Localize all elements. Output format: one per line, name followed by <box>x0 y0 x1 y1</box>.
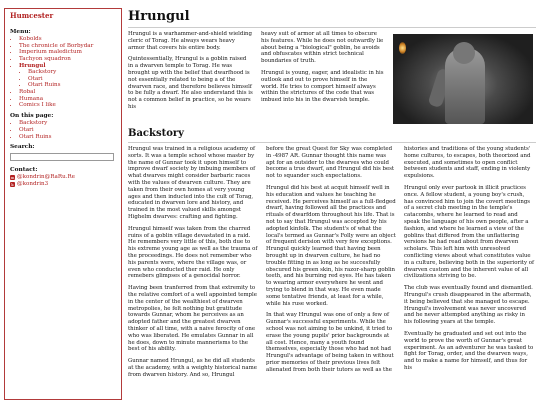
character-portrait <box>393 34 533 124</box>
backstory-paragraph: Hrungul only ever partook in illicit practices once. A fellow student, a young boy's crush, has convinced him to join the covert meetings of a secret club meeting in the temple's catacombs, where he learned to read and speak the language of his own people, after a fashion, and where he learned a view of the goblins that differed from the unflattering versions he had read about from dwarven scholars. This left him with unresolved conflicting views about what constitutes value in a culture, believing both in the superiority of dwarven custom and the inherent value of all civilizations striving to be. <box>404 184 534 280</box>
contact-mastodon[interactable] <box>10 174 116 181</box>
intro-paragraph: heavy suit of armor at all times to obscure his features. While he does not outwardly lie about being a "biological" goblin, he avoids and obfuscates within strict technical boundaries of truth. <box>261 31 384 65</box>
toc-item-otari-ruins[interactable] <box>19 134 116 141</box>
menu-item-humana[interactable] <box>19 96 116 103</box>
menu-link-comics[interactable]: Comics I like <box>19 102 56 109</box>
page-title: Hrungul <box>128 8 536 28</box>
backstory-paragraph: Having been tranferred from that extremity to the relative comfort of a well appointed temple in the center of the wealthiest of dwarven metropolies, he felt nothing but gratitude towards Gunnar, whom he perceives as an adopted father and the greatest dwarven thinker of all time, with a naive ferocity of one who was liberated. He emulates Gunnar in all he does, down to minute mannerisms to the best of his ability. <box>128 285 257 353</box>
menu-item-kobolds[interactable] <box>19 36 116 43</box>
intro-paragraph: Hrungul is a warhammer-and-shield wielding cleric of Torag. He always wears heavy armor that covers his entire body. <box>128 31 252 51</box>
chat-icon: k <box>11 181 14 187</box>
menu-link-robal[interactable]: Robal <box>19 88 36 95</box>
backstory-paragraph: Hrungul was trained in a religious academy of sorts. It was a temple school whose master by the name of Gunnar took it upon himself to improve dwarf society by imbuing members of what dwarves might consider barbaric races with the values of dwarven culture. They are taken from their own homes at very young ages and then inducted into the cult of Torag, educated in dwarven lore and history, and trained in the most valued skills amongst Highelm dwarves: crafting and fighting. <box>128 146 256 220</box>
intro-column-1 <box>128 31 253 116</box>
contact-link-secondary[interactable]: @kondrin3 <box>17 180 49 187</box>
intro-column-2 <box>261 31 386 116</box>
menu-link-chronicle[interactable]: The chronicle of Borbydar <box>19 42 94 49</box>
contact-heading: Contact: <box>10 166 38 173</box>
toc-link-backstory[interactable]: Backstory <box>19 120 48 127</box>
backstory-paragraph: Hrungul did his best at acquit himself well in his education and values he teaching he received. He perceives himself as a full-fledged dwarf, having followed all the practices and rituals of dwarfdom throughout his life. That is not to say that Hrungul was accepted by his adopted kinfolk. The student's of what the local's termed as Gunnar's Folly were an object of frequent derision with very few exceptions. Hrungul quickly learned that having been brought up in dwarven culture, he had no trouble fitting in as long as he succesfully obscured his green skin, his razor-sharp goblin teeth, and his burning red eyes. He has taken to wearing armor everywhere he went and trying to blend in that way. He even made some tentative friends, at least for a while, while his ruse worked. <box>266 184 396 307</box>
submenu-hrungul <box>19 69 116 89</box>
menu-item-imperium[interactable] <box>19 49 116 56</box>
menu-list <box>10 36 116 109</box>
backstory-heading: Backstory <box>128 127 536 143</box>
menu-link-imperium[interactable]: Imperium maledictum <box>19 49 82 56</box>
site-title[interactable]: Humcester <box>10 11 54 20</box>
menu-link-hrungul[interactable]: Hrungul <box>19 62 46 69</box>
menu-item-hrungul[interactable] <box>19 63 116 89</box>
submenu-link-otari[interactable]: Otari <box>28 75 43 82</box>
intro-paragraph: Quintessentially, Hrungul is a goblin raised in a dwarven temple to Torag. He was brought up with the belief that dwarfhood is not essentially related to being a of the dwarven race, and therefore believes himself to be fully a dwarf. He also understand this is not a common belief in practice, so he wears his <box>128 56 253 110</box>
search-heading: Search: <box>10 144 35 151</box>
sidebar <box>4 8 122 400</box>
backstory-paragraph: Eventually he graduated and set out into the world to prove the worth of Gunnar's great experiment. As an adventurer he was tasked to fight for Torag, order, and the dwarven ways, and to make a name for himself, and thus for his <box>404 330 534 371</box>
menu-link-humana[interactable]: Humana <box>19 95 44 102</box>
backstory-paragraph: histories and traditions of the young students' home cultures, to escapes, both theorized and executed, and sometimes to open conflict between students and staff, ending in violenty expulsions. <box>404 146 531 180</box>
contact-secondary[interactable] <box>10 181 116 188</box>
search-input[interactable] <box>10 153 114 161</box>
backstory-paragraph: before the great Quest for Sky was completed in -4987 AR. Gunnar thought this name was apt for an outsider to the dwarves who could become a true dwarf, and Hrungul did his best not to squander such expectations. <box>266 146 395 180</box>
backstory-column-1 <box>128 146 258 384</box>
menu-link-kobolds[interactable]: Kobolds <box>19 36 42 43</box>
submenu-item-otari[interactable] <box>28 76 116 83</box>
submenu-item-backstory[interactable] <box>28 69 116 76</box>
intro-section <box>128 31 536 127</box>
main-content <box>128 8 536 405</box>
menu-heading: Menu: <box>10 28 31 35</box>
on-this-page-list <box>10 120 116 140</box>
menu-item-comics[interactable] <box>19 102 116 109</box>
intro-paragraph: Hrungul is young, eager, and idealistic in his outlook and out to prove himself in the world. He tries to comport himself always within the strictures of the code that was imbued into his in the dwarvish temple. <box>261 69 384 104</box>
mastodon-icon: m <box>10 175 15 181</box>
backstory-column-3 <box>404 146 534 384</box>
toc-link-otari-ruins[interactable]: Otari Ruins <box>19 133 52 140</box>
backstory-paragraph: In that way Hrungul was one of only a few of Gunnar's successful experiments. While the school was not aiming to be unkind, it tried to erase the young pupils' prior backgrounds at all cost. Hence, many a youth found themselves, especially those who had not had Hrungul's advantage of being taken in without prior memories of their previous lives felt alienated from both their tutors as well as the <box>266 312 394 373</box>
toc-item-otari[interactable] <box>19 127 116 134</box>
submenu-link-otari-ruins[interactable]: Otari Ruins <box>28 82 61 89</box>
menu-item-chronicle[interactable] <box>19 43 116 50</box>
backstory-paragraph: The club was eventually found and dismantled. Hrungul's crush disappeared in the aftermath, it being believed that she managed to escape. Hrungul's involvement was never uncovered and he never attempted anything as risky in his following years at the temple. <box>404 285 533 326</box>
submenu-item-otari-ruins[interactable] <box>28 82 116 89</box>
backstory-paragraph: Hrungul himself was taken from the charred ruins of a goblin village devastated in a raid. He remembers very little of this, both due to his extreme young age as well as the trauma of the proceedings. He does not remember who his parents were, where the village was, or even who conducted ther raid. He only remebers glimpses of a genocidal horror. <box>128 225 258 280</box>
on-this-page-heading: On this page: <box>10 112 54 119</box>
toc-link-otari[interactable]: Otari <box>19 126 34 133</box>
menu-link-tachyon[interactable]: Tachyon squadron <box>19 55 71 62</box>
backstory-column-2 <box>266 146 396 384</box>
portrait-head <box>453 42 475 64</box>
submenu-link-backstory[interactable]: Backstory <box>28 69 57 76</box>
menu-item-tachyon[interactable] <box>19 56 116 63</box>
menu-item-robal[interactable] <box>19 89 116 96</box>
contact-link-mastodon[interactable]: @kondrin@RaRu.Re <box>17 174 75 181</box>
toc-item-backstory[interactable] <box>19 120 116 127</box>
torch-light <box>399 42 406 54</box>
backstory-paragraph: Gunnar named Hrungul, as he did all students at the academy, with a weighty historical name from dwarven history. And so, Hrungul <box>128 358 257 378</box>
backstory-section <box>128 146 536 384</box>
